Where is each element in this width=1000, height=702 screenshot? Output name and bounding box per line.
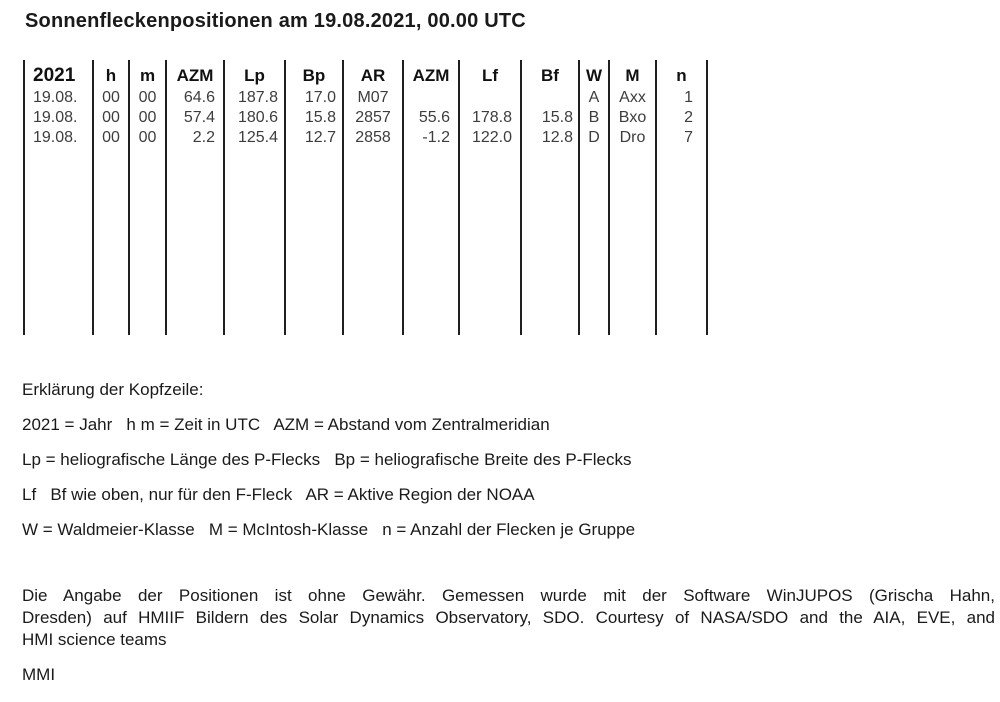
table-column-2021: [23, 60, 92, 335]
column-header: AZM: [412, 66, 450, 85]
table-cell: [460, 88, 520, 108]
table-cell: 00: [102, 129, 120, 146]
table-cell: -1.2: [422, 129, 450, 146]
table-cell: A: [588, 89, 600, 106]
table-column-bp: [284, 60, 342, 335]
legend-line-w-m-n: W = Waldmeier-Klasse M = McIntosh-Klasse n = Anzahl der Flecken je Gruppe: [22, 520, 636, 539]
disclaimer-line-3: HMI science teams: [22, 630, 167, 649]
signature: MMI: [22, 665, 56, 684]
disclaimer-paragraph: [22, 585, 995, 651]
table-cell: 12.8: [541, 129, 573, 146]
table-cell: 00: [102, 109, 120, 126]
table-cell: 00: [138, 129, 157, 146]
table-cell: D: [588, 129, 600, 146]
column-header: Lf: [481, 66, 499, 85]
table-cell: [404, 88, 458, 108]
table-cell: 57.4: [183, 109, 215, 126]
table-cell: 19.08.: [33, 89, 78, 106]
column-header: Bp: [302, 66, 326, 85]
table-cell: [522, 88, 578, 108]
column-header: Lp: [244, 66, 265, 85]
table-column-m: [128, 60, 165, 335]
table-cell: 7: [684, 129, 693, 146]
table-cell: 00: [102, 89, 120, 106]
column-header: W: [585, 66, 603, 85]
sunspot-positions-table: [23, 60, 708, 335]
table-cell: Axx: [619, 89, 646, 106]
column-header: m: [139, 66, 156, 85]
table-cell: 00: [138, 89, 157, 106]
legend-line-year-time-azm: 2021 = Jahr h m = Zeit in UTC AZM = Abstand vom Zentralmeridian: [22, 415, 550, 434]
table-cell: 125.4: [237, 129, 278, 146]
table-cell: M07: [357, 89, 389, 106]
column-header: h: [105, 66, 117, 85]
table-cell: 17.0: [304, 89, 336, 106]
column-header: AR: [360, 66, 386, 85]
table-column-lp: [223, 60, 284, 335]
table-cell: 19.08.: [33, 129, 78, 146]
table-cell: 19.08.: [33, 109, 78, 126]
column-header: Bf: [541, 66, 559, 85]
table-column-bf: [520, 60, 578, 335]
table-cell: 122.0: [471, 129, 512, 146]
table-column-w: [578, 60, 608, 335]
header-explanation-section: [22, 372, 635, 547]
table-column-h: [92, 60, 128, 335]
column-header: 2021: [33, 65, 76, 86]
column-header: AZM: [176, 66, 214, 85]
legend-line-lf-bf-ar: Lf Bf wie oben, nur für den F-Fleck AR = Aktive Region der NOAA: [22, 485, 535, 504]
disclaimer-line-1: Die Angabe der Positionen ist ohne Gewähr. Gemessen wurde mit der Software WinJUPOS (Grischa Hahn,: [22, 586, 995, 605]
legend-line-lp-bp: Lp = heliografische Länge des P-Flecks Bp = heliografische Breite des P-Flecks: [22, 450, 632, 469]
legend-heading: Erklärung der Kopfzeile:: [22, 380, 204, 399]
table-cell: 2858: [355, 129, 391, 146]
column-header: n: [676, 66, 687, 85]
table-cell: Bxo: [618, 109, 647, 126]
table-cell: 178.8: [471, 109, 512, 126]
table-cell: 00: [138, 109, 157, 126]
table-cell: 2857: [355, 109, 391, 126]
table-cell: 180.6: [237, 109, 278, 126]
table-cell: 1: [684, 89, 693, 106]
table-column-lf: [458, 60, 520, 335]
table-cell: 15.8: [541, 109, 573, 126]
table-column-azm: [402, 60, 458, 335]
table-column-azm: [165, 60, 223, 335]
table-cell: 2: [684, 109, 693, 126]
table-cell: 64.6: [183, 89, 215, 106]
column-header: M: [625, 66, 640, 85]
table-cell: 2.2: [192, 129, 215, 146]
table-column-ar: [342, 60, 402, 335]
table-column-n: [655, 60, 708, 335]
table-cell: Dro: [619, 129, 646, 146]
table-cell: B: [588, 109, 600, 126]
table-column-m: [608, 60, 655, 335]
disclaimer-line-2: Dresden) auf HMIIF Bildern des Solar Dynamics Observatory, SDO. Courtesy of NASA/SDO and the AIA, EVE, and: [22, 608, 995, 627]
table-cell: 55.6: [418, 109, 450, 126]
table-cell: 15.8: [304, 109, 336, 126]
table-cell: 187.8: [237, 89, 278, 106]
table-cell: 12.7: [304, 129, 336, 146]
page-title: Sonnenfleckenpositionen am 19.08.2021, 00.00 UTC: [25, 10, 526, 32]
